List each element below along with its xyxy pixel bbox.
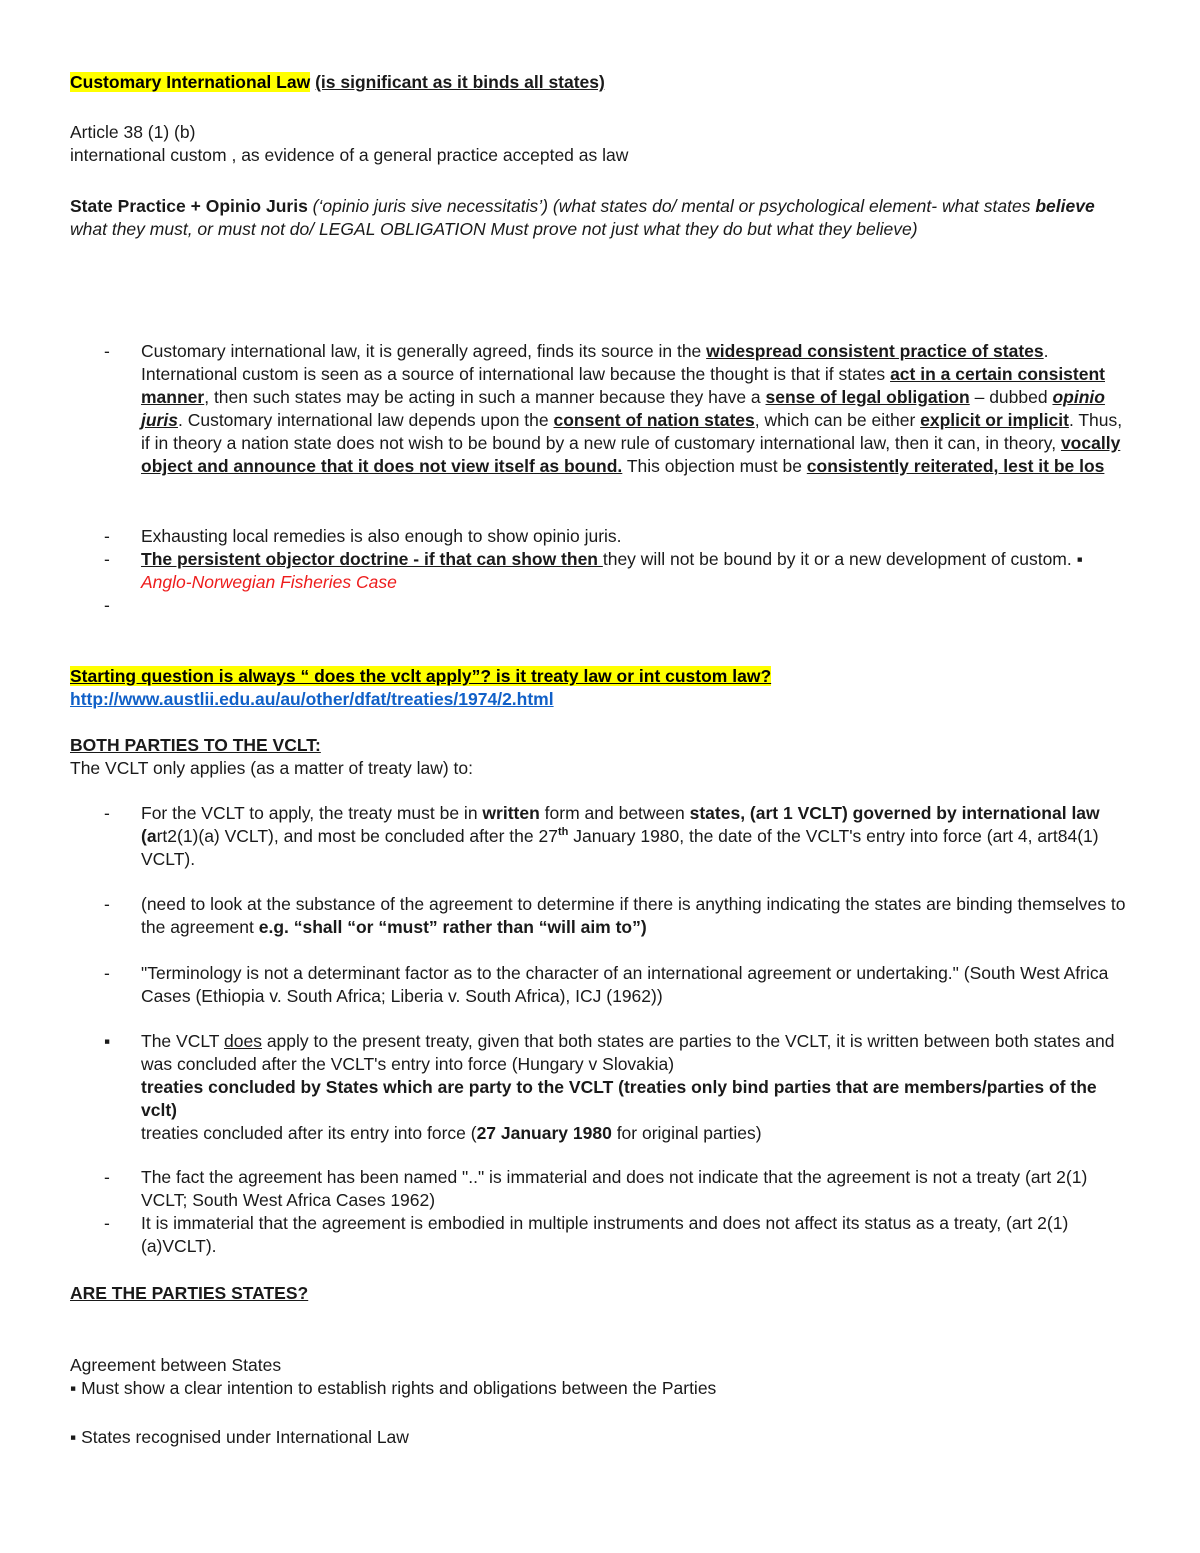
both-parties-heading: BOTH PARTIES TO THE VCLT: [70, 735, 321, 755]
text-run: treaties concluded after its entry into force ( [141, 1123, 477, 1143]
emphasis-run: consent of nation states [553, 410, 755, 430]
emphasis-run: treaties concluded by States which are party to the VCLT (treaties only bind parties that are members/parties of the vclt) [141, 1077, 1097, 1120]
vclt-does-apply-paragraph [141, 1030, 1129, 1145]
austlii-link[interactable]: http://www.austlii.edu.au/au/other/dfat/treaties/1974/2.html [70, 689, 554, 709]
parties-states-heading: ARE THE PARTIES STATES? [70, 1283, 309, 1303]
dash-marker: - [104, 803, 110, 823]
emphasis-run: sense of legal obligation [765, 387, 970, 407]
state-practice-label: State Practice + Opinio Juris [70, 196, 308, 216]
text-run: – dubbed [969, 387, 1053, 407]
substance-paragraph [141, 893, 1129, 939]
emphasis-run: consistently reiterated, lest it be los [806, 456, 1105, 476]
emphasis-run: The persistent objector doctrine - if that can show then [141, 549, 603, 569]
believe-word: believe [1035, 196, 1095, 216]
persistent-objector-paragraph [141, 548, 1129, 594]
text-run: for original parties) [611, 1123, 762, 1143]
heading-customary-law: Customary International Law [70, 72, 311, 92]
dash-marker: - [104, 595, 110, 615]
text-run: For the VCLT to apply, the treaty must be in [141, 803, 483, 823]
square-bullet-icon: ▪ [104, 1031, 111, 1051]
text-run: . Customary international law depends upon the [177, 410, 554, 430]
dash-marker: - [104, 894, 110, 914]
instruments-paragraph: It is immaterial that the agreement is embodied in multiple instruments and does not affect its status as a treaty, (art 2(1)(a)VCLT). [141, 1213, 1069, 1256]
text-run: The VCLT [141, 1031, 224, 1051]
state-practice-rest: what they must, or must not do/ LEGAL OBLIGATION Must prove not just what they do but what they believe) [70, 219, 918, 239]
vclt-intro: The VCLT only applies (as a matter of treaty law) to: [70, 758, 473, 778]
emphasis-run: widespread consistent practice of states [706, 341, 1044, 361]
local-remedies-paragraph: Exhausting local remedies is also enough to show opinio juris. [141, 526, 622, 546]
emphasis-run: does [224, 1031, 262, 1051]
article-ref: Article 38 (1) (b) [70, 122, 196, 142]
text-run: apply to the present treaty, given that both states are parties to the VCLT, it is written between both states and was concluded after the VCLT's entry into force (Hungary v Slovakia) [141, 1031, 1115, 1074]
text-run: , then such states may be acting in such a manner because they have a [204, 387, 766, 407]
austlii-link-line [70, 688, 1130, 711]
emphasis-run: act in a certain consistent manner [141, 364, 1105, 407]
text-run: . International custom is seen as a source of international law because the thought is that if states [141, 341, 1049, 384]
emphasis-run: written [482, 803, 540, 823]
section-heading-custom [70, 71, 1130, 94]
dash-marker: - [104, 1213, 110, 1233]
dash-marker: - [104, 549, 110, 569]
dash-marker: - [104, 341, 110, 361]
emphasis-run: opinio juris [141, 387, 1105, 430]
text-run: (need to look at the substance of the agreement to determine if there is anything indicating the states are binding themselves to the agreement [141, 894, 1126, 937]
text-run: they will not be bound by it or a new development of custom. ▪ [602, 549, 1083, 569]
dash-marker: - [104, 1167, 110, 1187]
text-run: January 1980, the date of the VCLT's entry into force (art 4, art84(1) VCLT). [141, 826, 1099, 869]
custom-law-paragraph [141, 340, 1129, 478]
text-run: This objection must be [622, 456, 807, 476]
vclt-apply-paragraph [141, 802, 1129, 871]
recognised-line: ▪ States recognised under International Law [70, 1427, 409, 1447]
emphasis-run: e.g. “shall “or “must” rather than “will aim to”) [258, 917, 647, 937]
text-run: , which can be either [754, 410, 921, 430]
text-run: . Thus, if in theory a nation state does not wish to be bound by a new rule of customary international law, then it can, in theory, [141, 410, 1123, 453]
terminology-paragraph: "Terminology is not a determinant factor as to the character of an international agreement or undertaking." (South West Africa Cases (Ethiopia v. South Africa; Liberia v. South Africa), ICJ (1962)) [141, 963, 1109, 1006]
agreement-line: Agreement between States [70, 1355, 282, 1375]
text-run: Customary international law, it is generally agreed, finds its source in the [141, 341, 707, 361]
vclt-question [70, 665, 1130, 688]
text-run: rt2(1)(a) VCLT), and most be concluded after the 27 [156, 826, 558, 846]
emphasis-run: states, (art 1 VCLT) governed by international law (a [141, 803, 1100, 846]
text-run: form and between [539, 803, 690, 823]
emphasis-run: vocally object and announce that it does not view itself as bound. [141, 433, 1121, 476]
starting-question: Starting question is always “ does the vclt apply”? is it treaty law or int custom law? [70, 666, 772, 686]
dash-marker: - [104, 963, 110, 983]
superscript: th [557, 826, 569, 839]
custom-definition: international custom , as evidence of a general practice accepted as law [70, 145, 629, 165]
case-citation: Anglo-Norwegian Fisheries Case [141, 572, 397, 592]
intention-line: ▪ Must show a clear intention to establish rights and obligations between the Parties [70, 1378, 717, 1398]
naming-paragraph: The fact the agreement has been named ".." is immaterial and does not indicate that the agreement is not a treaty (art 2(1) VCLT; South West Africa Cases 1962) [141, 1167, 1088, 1210]
state-practice-paragraph [70, 195, 1130, 241]
emphasis-run: 27 January 1980 [476, 1123, 612, 1143]
dash-marker: - [104, 526, 110, 546]
emphasis-run: explicit or implicit [920, 410, 1069, 430]
state-practice-explanation: (‘opinio juris sive necessitatis’) (what states do/ mental or psychological element- what states [307, 196, 1036, 216]
heading-note: (is significant as it binds all states) [315, 72, 605, 92]
